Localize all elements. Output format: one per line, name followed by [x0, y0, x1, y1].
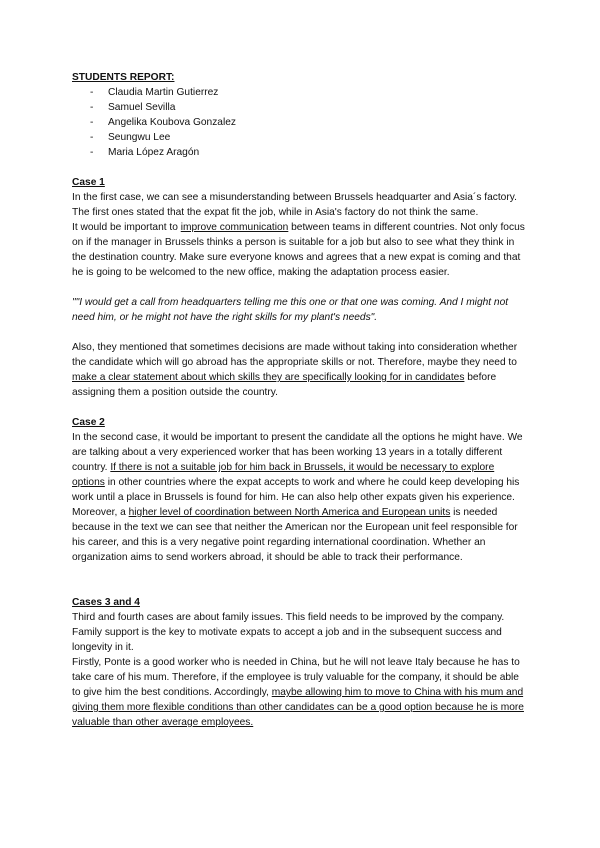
- case34-emphasis-china: maybe allowing him to move to China with his mum and giving them more flexible conditions than other candidates can be a good option because he is more valuable than other average employees.: [72, 687, 524, 728]
- student-name: - Maria López Aragón: [72, 145, 527, 160]
- case34-paragraph-1: Third and fourth cases are about family issues. This field needs to be improved by the company. Family support is the key to motivate expats to accept a job and in the subsequent success and longevity in it.: [72, 612, 505, 653]
- case2-emphasis-coordination: higher level of coordination between North America and European units: [128, 507, 451, 518]
- case1-paragraph-3: Also, they mentioned that sometimes decisions are made without taking into consideration whether the candidate which will go abroad has the appropriate skills or not. Therefore, maybe they need to make a clear statement about which skills they are specifically looking for in candidates before assigning them a position outside the country.: [72, 342, 518, 398]
- case2-paragraph-2: Moreover, a higher level of coordination between North America and European units is needed because in the text we can see that neither the American nor the European unit feel responsible for his career, and this is a very negative point regarding international coordination. Whether an organization aims to send workers abroad, it should be able to track their performance.: [72, 507, 518, 563]
- case2-paragraph-1: In the second case, it would be important to present the candidate all the options he might have. We are talking about a very experienced worker that has been working 13 years in a totally different country. If there is not a suitable job for him back in Brussels, it would be necessary to explore options in other countries where the expat accepts to work and where he could keep developing his work until a place in Brussels is found for him. He can also help other expats given his experience.: [72, 432, 523, 503]
- case1-heading: Case 1: [72, 177, 105, 188]
- case1-emphasis-communication: improve communication: [180, 222, 289, 233]
- case1-paragraph-2: It would be important to improve communication between teams in different countries. Not only focus on if the manager in Brussels thinks a person is suitable for a job but also to see what they think in the destination country. Make sure everyone knows and agrees that a new expat is coming and that he is going to be welcomed to the new office, making the adaptation process easier.: [72, 222, 525, 278]
- case34-paragraph-2: Firstly, Ponte is a good worker who is needed in China, but he will not leave Italy because he has to take care of his mum. Therefore, if the employee is truly valuable for the company, it should be able to give him the best conditions. Accordingly, maybe allowing him to move to China with his mum and giving them more flexible conditions than other candidates can be a good option because he is more valuable than other average employees.: [72, 657, 524, 728]
- document-page: [72, 70, 527, 730]
- student-name: - Samuel Sevilla: [72, 100, 527, 115]
- student-name: - Seungwu Lee: [72, 130, 527, 145]
- student-name: - Angelika Koubova Gonzalez: [72, 115, 527, 130]
- case1-paragraph-1: In the first case, we can see a misunderstanding between Brussels headquarter and Asia´s factory. The first ones stated that the expat fit the job, while in Asia's factory do not think the same.: [72, 192, 517, 218]
- case2-emphasis-options: If there is not a suitable job for him back in Brussels, it would be necessary to explore options: [72, 462, 495, 488]
- case2-heading: Case 2: [72, 417, 105, 428]
- student-name: - Claudia Martin Gutierrez: [72, 85, 527, 100]
- report-title: STUDENTS REPORT:: [72, 72, 175, 83]
- case1-emphasis-skills: make a clear statement about which skills they are specifically looking for in candidates: [72, 372, 465, 383]
- case34-heading: Cases 3 and 4: [72, 597, 140, 608]
- student-list: [72, 85, 527, 160]
- case1-quote: ""I would get a call from headquarters telling me this one or that one was coming. And I might not need him, or he might not have the right skills for my plant's needs".: [72, 297, 509, 323]
